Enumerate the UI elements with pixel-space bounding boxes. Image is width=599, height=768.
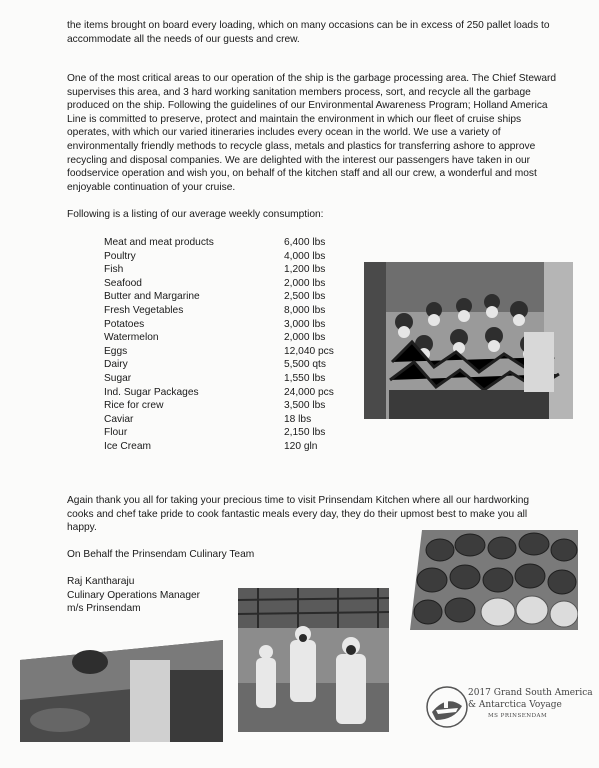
- kitchen-photo: [238, 588, 389, 732]
- consumption-item: Watermelon: [104, 332, 159, 344]
- consumption-item: Meat and meat products: [104, 237, 214, 248]
- consumption-row: [104, 290, 354, 304]
- consumption-row: [104, 277, 354, 291]
- consumption-item: Fish: [104, 264, 124, 276]
- signature-title: Culinary Operations Manager: [67, 589, 201, 601]
- consumption-amount: 120 gln: [284, 440, 318, 452]
- paragraph-on-behalf: On Behalf the Prinsendam Culinary Team: [67, 549, 255, 560]
- logo-line-1: 2017 Grand South America: [468, 688, 593, 698]
- consumption-amount: 24,000 pcs: [284, 386, 334, 398]
- consumption-amount: 18 lbs: [284, 413, 312, 425]
- consumption-amount: 1,550 lbs: [284, 372, 326, 384]
- crew-photo: [364, 262, 573, 419]
- consumption-item: Rice for crew: [104, 400, 164, 412]
- consumption-amount: 2,000 lbs: [284, 332, 326, 344]
- consumption-item: Dairy: [104, 359, 128, 371]
- paragraph-garbage-processing: One of the most critical areas to our operation of the ship is the garbage processing area. The Chief Steward supervises this area, and 3 hard working sanitation members process, sort, and recycle all the garbage produced on the ship. Following the guidelines of our Environmental Awareness Program; Holland America Line is committed to preserve, protect and maintain the environment in which our fleet of cruise ships operates, with which our varied itineraries includes every ocean in the world. We use a variety of environmentally friendly methods to recycle glass, metals and plastics for transferring ashore to approve recycling and disposal companies. We are delighted with the interest our passengers have taken in our foodservice operation and wish you, on behalf of the kitchen staff and all our crew, a wonderful and most enjoyable continuation of your cruise.: [67, 73, 557, 193]
- consumption-item: Sugar: [104, 372, 132, 384]
- consumption-amount: 1,200 lbs: [284, 264, 326, 276]
- consumption-amount: 5,500 qts: [284, 359, 326, 371]
- consumption-row: [104, 236, 354, 250]
- tomatoes-photo: [410, 530, 578, 630]
- consumption-amount: 3,500 lbs: [284, 400, 326, 412]
- consumption-item: Eggs: [104, 345, 128, 357]
- food-photo: [20, 640, 223, 742]
- consumption-amount: 12,040 pcs: [284, 345, 334, 357]
- signature-block: [67, 575, 200, 616]
- consumption-amount: 3,000 lbs: [284, 318, 326, 330]
- consumption-row: [104, 399, 354, 413]
- consumption-amount: 2,500 lbs: [284, 291, 326, 303]
- consumption-item: Poultry: [104, 250, 136, 262]
- consumption-item: Ind. Sugar Packages: [104, 386, 199, 398]
- consumption-row: [104, 372, 354, 386]
- consumption-amount: 4,000 lbs: [284, 250, 326, 262]
- consumption-item: Ice Cream: [104, 440, 151, 452]
- signature-name: Raj Kantharaju: [67, 576, 135, 587]
- paragraph-consumption-intro: Following is a listing of our average weekly consumption:: [67, 209, 324, 220]
- consumption-amount: 2,000 lbs: [284, 277, 326, 289]
- consumption-amount: 6,400 lbs: [284, 237, 326, 248]
- consumption-row: [104, 386, 354, 400]
- consumption-item: Potatoes: [104, 318, 145, 330]
- consumption-item: Caviar: [104, 413, 134, 425]
- ship-globe-icon: [424, 684, 470, 730]
- voyage-logo: [424, 682, 594, 744]
- consumption-item: Fresh Vegetables: [104, 304, 184, 316]
- consumption-row: [104, 318, 354, 332]
- logo-line-3: MS PRINSENDAM: [488, 713, 548, 719]
- consumption-item: Seafood: [104, 277, 142, 289]
- consumption-row: [104, 250, 354, 264]
- consumption-row: [104, 358, 354, 372]
- consumption-row: [104, 413, 354, 427]
- consumption-row: [104, 304, 354, 318]
- consumption-amount: 2,150 lbs: [284, 427, 326, 439]
- consumption-amount: 8,000 lbs: [284, 304, 326, 316]
- paragraph-thank-you: Again thank you all for taking your precious time to visit Prinsendam Kitchen where all our hardworking cooks and chef take pride to cook fantastic meals every day, they do their upmost best to make you all happy.: [67, 495, 530, 534]
- signature-ship: m/s Prinsendam: [67, 603, 141, 615]
- consumption-row: [104, 263, 354, 277]
- paragraph-intro: the items brought on board every loading, which on many occasions can be in excess of 250 pallet loads to accommodate all the needs of our guests and crew.: [67, 20, 550, 45]
- consumption-row: [104, 345, 354, 359]
- consumption-item: Butter and Margarine: [104, 291, 200, 303]
- consumption-row: [104, 331, 354, 345]
- consumption-item: Flour: [104, 427, 128, 439]
- consumption-row: [104, 426, 354, 440]
- consumption-list: [104, 236, 354, 454]
- logo-line-2: & Antarctica Voyage: [468, 700, 562, 710]
- consumption-row: [104, 440, 354, 454]
